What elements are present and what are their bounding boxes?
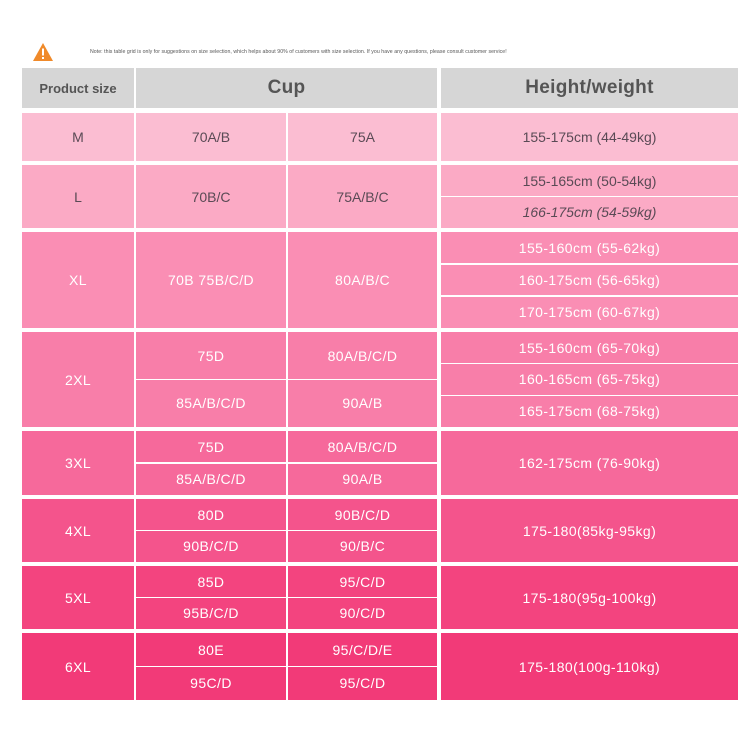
cup-cell: 90A/B bbox=[288, 463, 437, 495]
cup-cell: 90B/C/D bbox=[288, 499, 437, 531]
cup-cell: 85A/B/C/D bbox=[136, 380, 286, 428]
height-weight-cell: 175-180(95g-100kg) bbox=[441, 566, 738, 629]
header-cup: Cup bbox=[136, 68, 437, 108]
hw-divider bbox=[441, 263, 738, 265]
cup-divider bbox=[136, 462, 437, 464]
cup-cell: 80A/B/C bbox=[288, 232, 437, 328]
height-weight-cell: 155-165cm (50-54kg) bbox=[441, 165, 738, 197]
cup-cell: 70B 75B/C/D bbox=[136, 232, 286, 328]
size-cell: 4XL bbox=[22, 499, 134, 562]
cup-cell: 95/C/D/E bbox=[288, 633, 437, 667]
size-cell: 2XL bbox=[22, 332, 134, 427]
height-weight-cell: 175-180(100g-110kg) bbox=[441, 633, 738, 700]
size-cell: M bbox=[22, 113, 134, 161]
warning-icon bbox=[32, 42, 54, 62]
cup-cell: 80E bbox=[136, 633, 286, 667]
size-cell: XL bbox=[22, 232, 134, 328]
cup-cell: 80A/B/C/D bbox=[288, 431, 437, 463]
header-product-size: Product size bbox=[22, 68, 134, 108]
header-height-weight: Height/weight bbox=[441, 68, 738, 108]
cup-divider bbox=[136, 597, 437, 599]
size-cell: 3XL bbox=[22, 431, 134, 495]
note-text: Note: this table grid is only for suggestions on size selection, which helps about 90% of customers with size selection. If you have any questions, please consult customer service! bbox=[90, 49, 507, 55]
height-weight-cell: 162-175cm (76-90kg) bbox=[441, 431, 738, 495]
height-weight-cell: 166-175cm (54-59kg) bbox=[441, 197, 738, 229]
cup-cell: 90B/C/D bbox=[136, 531, 286, 563]
cup-divider bbox=[136, 530, 437, 532]
cup-cell: 90/C/D bbox=[288, 598, 437, 630]
cup-divider bbox=[136, 666, 437, 668]
cup-cell: 90A/B bbox=[288, 380, 437, 428]
cup-cell: 95/C/D bbox=[288, 566, 437, 598]
size-cell: 5XL bbox=[22, 566, 134, 629]
height-weight-cell: 155-175cm (44-49kg) bbox=[441, 113, 738, 161]
height-weight-cell: 155-160cm (65-70kg) bbox=[441, 332, 738, 364]
height-weight-cell: 155-160cm (55-62kg) bbox=[441, 232, 738, 264]
hw-divider bbox=[441, 363, 738, 365]
height-weight-cell: 160-175cm (56-65kg) bbox=[441, 264, 738, 296]
height-weight-cell: 175-180(85kg-95kg) bbox=[441, 499, 738, 562]
cup-cell: 95/C/D bbox=[288, 667, 437, 701]
cup-cell: 90/B/C bbox=[288, 531, 437, 563]
cup-cell: 75A/B/C bbox=[288, 165, 437, 228]
cup-cell: 75D bbox=[136, 431, 286, 463]
size-note bbox=[32, 40, 507, 64]
cup-cell: 75D bbox=[136, 332, 286, 380]
cup-divider bbox=[136, 379, 437, 381]
cup-cell: 70A/B bbox=[136, 113, 286, 161]
cup-cell: 75A bbox=[288, 113, 437, 161]
height-weight-cell: 165-175cm (68-75kg) bbox=[441, 395, 738, 427]
cup-cell: 85A/B/C/D bbox=[136, 463, 286, 495]
height-weight-cell: 160-165cm (65-75kg) bbox=[441, 364, 738, 396]
hw-divider bbox=[441, 295, 738, 297]
hw-divider bbox=[441, 395, 738, 397]
cup-cell: 85D bbox=[136, 566, 286, 598]
cup-cell: 80D bbox=[136, 499, 286, 531]
height-weight-cell: 170-175cm (60-67kg) bbox=[441, 296, 738, 328]
size-cell: 6XL bbox=[22, 633, 134, 700]
size-chart-table bbox=[22, 68, 738, 700]
cup-cell: 95B/C/D bbox=[136, 598, 286, 630]
cup-cell: 95C/D bbox=[136, 667, 286, 701]
cup-cell: 80A/B/C/D bbox=[288, 332, 437, 380]
size-cell: L bbox=[22, 165, 134, 228]
hw-divider bbox=[441, 196, 738, 198]
cup-cell: 70B/C bbox=[136, 165, 286, 228]
